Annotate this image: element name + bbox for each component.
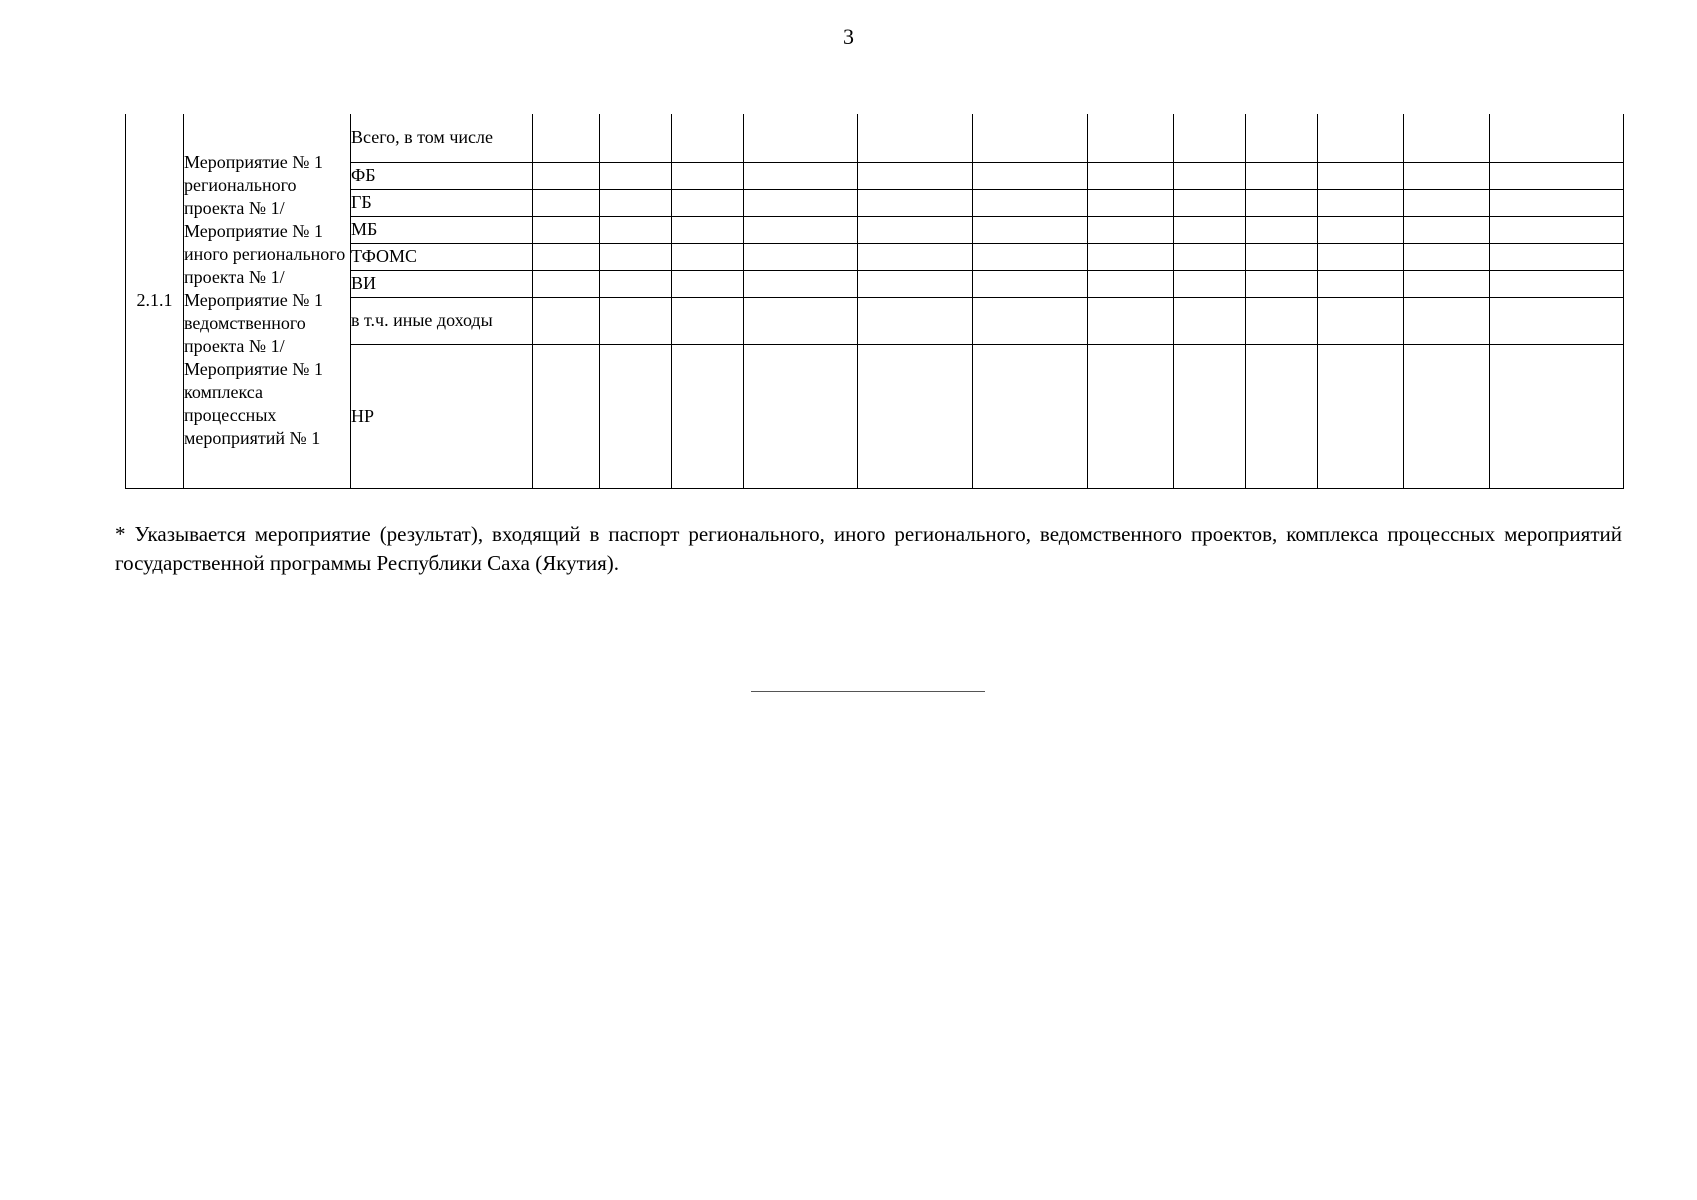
value-cell — [1174, 114, 1246, 162]
value-cell — [1246, 270, 1318, 297]
table-row — [126, 297, 1624, 344]
value-cell — [1404, 162, 1490, 189]
value-cell — [1246, 344, 1318, 488]
value-cell — [744, 216, 858, 243]
value-cell — [1318, 162, 1404, 189]
value-cell — [858, 243, 973, 270]
value-cell — [1088, 216, 1174, 243]
value-cell — [1174, 162, 1246, 189]
value-cell — [600, 344, 672, 488]
value-cell — [973, 344, 1088, 488]
value-cell — [1490, 114, 1624, 162]
table-row — [126, 243, 1624, 270]
value-cell — [533, 114, 600, 162]
value-cell — [744, 270, 858, 297]
value-cell — [973, 270, 1088, 297]
value-cell — [600, 243, 672, 270]
value-cell — [1490, 344, 1624, 488]
value-cell — [1404, 216, 1490, 243]
value-cell — [858, 162, 973, 189]
value-cell — [672, 189, 744, 216]
value-cell — [1174, 344, 1246, 488]
value-cell — [1174, 297, 1246, 344]
value-cell — [1088, 270, 1174, 297]
value-cell — [744, 243, 858, 270]
table-row — [126, 162, 1624, 189]
value-cell — [858, 189, 973, 216]
funding-source-fb: ФБ — [351, 162, 533, 189]
value-cell — [1174, 270, 1246, 297]
value-cell — [1174, 216, 1246, 243]
table-row — [126, 216, 1624, 243]
value-cell — [1490, 162, 1624, 189]
value-cell — [600, 189, 672, 216]
value-cell — [1490, 189, 1624, 216]
end-of-document-rule — [751, 691, 985, 692]
value-cell — [1404, 270, 1490, 297]
value-cell — [1088, 114, 1174, 162]
value-cell — [858, 270, 973, 297]
value-cell — [744, 189, 858, 216]
value-cell — [1490, 243, 1624, 270]
value-cell — [1088, 344, 1174, 488]
value-cell — [672, 216, 744, 243]
value-cell — [973, 114, 1088, 162]
value-cell — [1246, 189, 1318, 216]
table-row — [126, 270, 1624, 297]
value-cell — [1318, 189, 1404, 216]
row-number-cell: 2.1.1 — [126, 114, 184, 488]
value-cell — [1490, 270, 1624, 297]
value-cell — [973, 297, 1088, 344]
table-row — [126, 114, 1624, 162]
value-cell — [672, 243, 744, 270]
funding-source-mb: МБ — [351, 216, 533, 243]
value-cell — [1174, 243, 1246, 270]
value-cell — [744, 114, 858, 162]
value-cell — [1246, 216, 1318, 243]
value-cell — [600, 270, 672, 297]
value-cell — [533, 297, 600, 344]
funding-source-tfoms: ТФОМС — [351, 243, 533, 270]
value-cell — [1318, 270, 1404, 297]
value-cell — [858, 216, 973, 243]
funding-source-other-income: в т.ч. иные доходы — [351, 297, 533, 344]
table-row — [126, 189, 1624, 216]
value-cell — [600, 114, 672, 162]
value-cell — [1318, 297, 1404, 344]
value-cell — [858, 297, 973, 344]
value-cell — [1404, 344, 1490, 488]
value-cell — [744, 297, 858, 344]
funding-source-vi: ВИ — [351, 270, 533, 297]
value-cell — [672, 162, 744, 189]
value-cell — [973, 162, 1088, 189]
funding-source-total: Всего, в том числе — [351, 114, 533, 162]
value-cell — [533, 344, 600, 488]
financing-table — [125, 114, 1624, 489]
value-cell — [973, 189, 1088, 216]
value-cell — [600, 297, 672, 344]
value-cell — [1088, 189, 1174, 216]
value-cell — [672, 344, 744, 488]
value-cell — [1404, 243, 1490, 270]
value-cell — [1246, 162, 1318, 189]
value-cell — [672, 297, 744, 344]
value-cell — [600, 162, 672, 189]
value-cell — [973, 243, 1088, 270]
value-cell — [1246, 243, 1318, 270]
value-cell — [744, 162, 858, 189]
value-cell — [672, 270, 744, 297]
value-cell — [1404, 297, 1490, 344]
value-cell — [1088, 162, 1174, 189]
value-cell — [1088, 297, 1174, 344]
value-cell — [533, 216, 600, 243]
value-cell — [858, 114, 973, 162]
value-cell — [858, 344, 973, 488]
value-cell — [1174, 189, 1246, 216]
value-cell — [1490, 216, 1624, 243]
value-cell — [1404, 114, 1490, 162]
value-cell — [1246, 114, 1318, 162]
funding-source-nr: НР — [351, 344, 533, 488]
value-cell — [533, 162, 600, 189]
funding-source-gb: ГБ — [351, 189, 533, 216]
value-cell — [600, 216, 672, 243]
value-cell — [1246, 297, 1318, 344]
value-cell — [533, 189, 600, 216]
value-cell — [1490, 297, 1624, 344]
value-cell — [533, 243, 600, 270]
value-cell — [1318, 114, 1404, 162]
value-cell — [1318, 243, 1404, 270]
value-cell — [1318, 344, 1404, 488]
value-cell — [533, 270, 600, 297]
value-cell — [672, 114, 744, 162]
value-cell — [744, 344, 858, 488]
value-cell — [1088, 243, 1174, 270]
value-cell — [973, 216, 1088, 243]
footnote: * Указывается мероприятие (результат), входящий в паспорт регионального, иного регионального, ведомственного проектов, комплекса процессных мероприятий государственной программы Республики Саха (Якутия). — [115, 522, 1622, 575]
value-cell — [1318, 216, 1404, 243]
event-name-cell: Мероприятие № 1 регионального проекта № 1/ Мероприятие № 1 иного регионального проекта № 1/ Мероприятие № 1 ведомственного проекта № 1/ Мероприятие № 1 комплекса процессных мероприятий № 1 — [184, 114, 351, 488]
value-cell — [1404, 189, 1490, 216]
page-number: 3 — [843, 24, 854, 49]
table-row — [126, 344, 1624, 488]
